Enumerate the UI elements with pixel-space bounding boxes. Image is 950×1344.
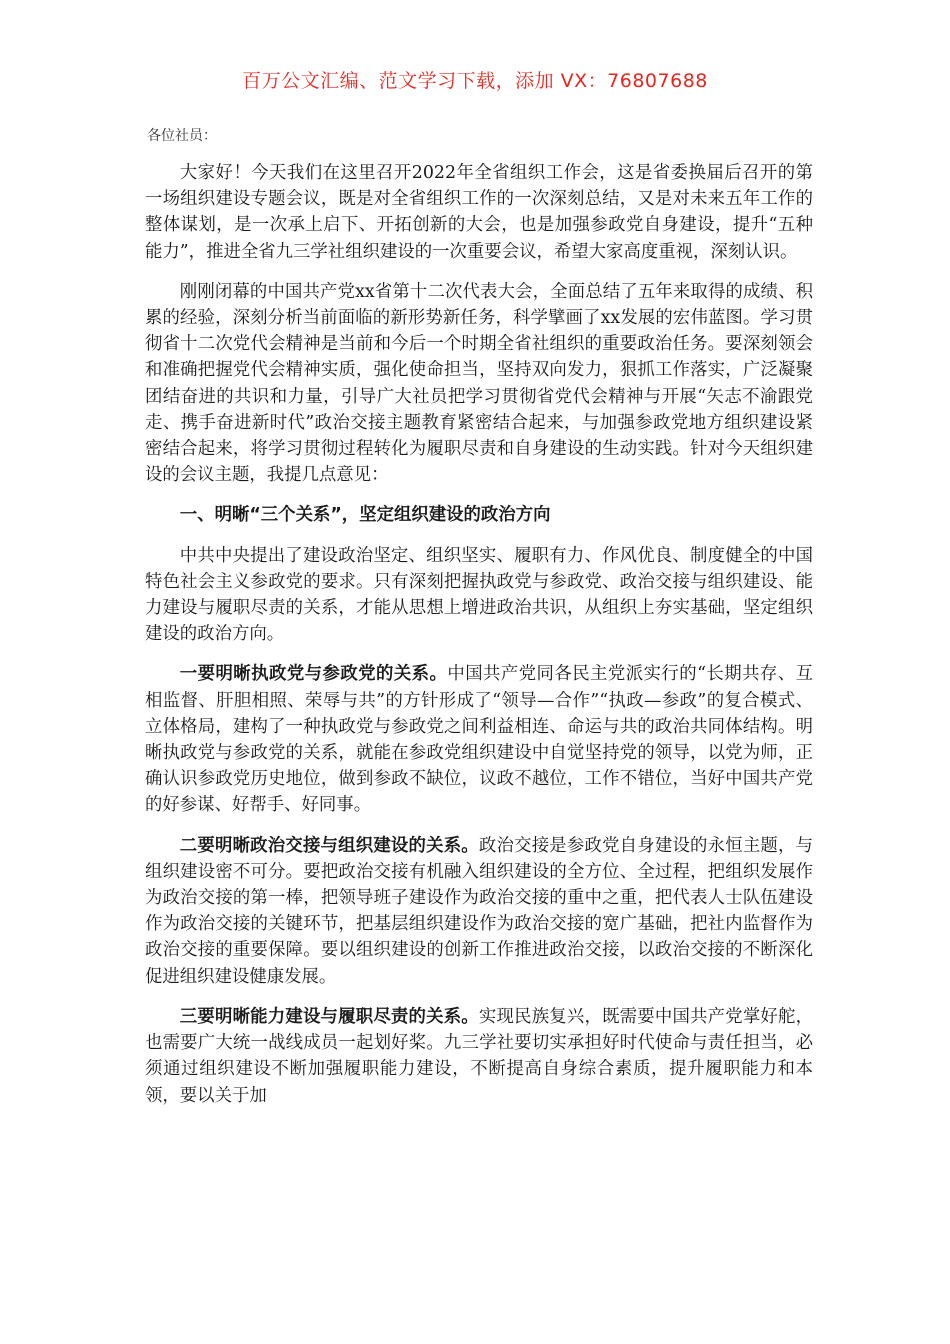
paragraph-opening: 大家好！今天我们在这里召开2022年全省组织工作会，这是省委换届后召开的第一场组织建设专题会议，既是对全省组织工作的一次深刻总结，又是对未来五年工作的整体谋划，是一次承上启下、开拓创新的大会，也是加强参政党自身建设，提升“五种能力”，推进全省九三学社组织建设的一次重要会议，希望大家高度重视，深刻认识。 [145,163,813,262]
document-body [145,160,813,1123]
header-banner: 百万公文汇编、范文学习下载，添加 VX：76807688 [242,70,708,92]
salutation: 各位社员： [147,128,217,144]
point-1-text: 中国共产党同各民主党派实行的“长期共存、互相监督、肝胆相照、荣辱与共”的方针形成了“领导—合作”“执政—参政”的复合模式、立体格局，建构了一种执政党与参政党之间利益相连、命运与共的政治共同体结构。明晰执政党与参政党的关系，就能在参政党组织建设中自觉坚持党的领导，以党为师，正确认识参政党历史地位，做到参政不缺位，议政不越位，工作不错位，当好中国共产党的好参谋、好帮手、好同事。 [145,664,813,816]
section-heading-1: 一、明晰“三个关系”，坚定组织建设的政治方向 [179,505,551,526]
point-3-text: 实现民族复兴，既需要中国共产党掌好舵，也需要广大统一战线成员一起划好桨。九三学社要切实承担好时代使命与责任担当，必须通过组织建设不断加强履职能力建设，不断提高自身综合素质，提升履职能力和本领，要以关于加 [145,1006,813,1106]
paragraph-section1-intro: 中共中央提出了建设政治坚定、组织坚实、履职有力、作风优良、制度健全的中国特色社会主义参政党的要求。只有深刻把握执政党与参政党、政治交接与组织建设、能力建设与履职尽责的关系，才能从思想上增进政治共识，从组织上夯实基础，坚定组织建设的政治方向。 [145,545,813,645]
paragraph-point-2 [145,833,813,990]
point-2-text: 政治交接是参政党自身建设的永恒主题，与组织建设密不可分。要把政治交接有机融入组织建设的全方位、全过程，把组织发展作为政治交接的第一棒，把领导班子建设作为政治交接的重中之重，把代表人士队伍建设作为政治交接的关键环节，把基层组织建设作为政治交接的宽广基础，把社内监督作为政治交接的重要保障。要以组织建设的创新工作推进政治交接，以政治交接的不断深化促进组织建设健康发展。 [145,835,813,987]
point-2-lead: 二要明晰政治交接与组织建设的关系。 [179,835,479,856]
paragraph-point-1 [145,661,813,818]
point-1-lead: 一要明晰执政党与参政党的关系。 [179,664,448,685]
paragraph-point-3 [145,1004,813,1109]
paragraph-congress: 刚刚闭幕的中国共产党xx省第十二次代表大会，全面总结了五年来取得的成绩、积累的经验，深刻分析当前面临的新形势新任务，科学擘画了xx发展的宏伟蓝图。学习贯彻省十二次党代会精神是当前和今后一个时期全省社组织的重要政治任务。要深刻领会和准确把握党代会精神实质，强化使命担当，坚持双向发力，狠抓工作落实，广泛凝聚团结奋进的共识和力量，引导广大社员把学习贯彻省党代会精神与开展“矢志不渝跟党走、携手奋进新时代”政治交接主题教育紧密结合起来，与加强参政党地方组织建设紧密结合起来，将学习贯彻过程转化为履职尽责和自身建设的生动实践。针对今天组织建设的会议主题，我提几点意见： [145,281,813,486]
point-3-lead: 三要明晰能力建设与履职尽责的关系。 [179,1006,479,1027]
